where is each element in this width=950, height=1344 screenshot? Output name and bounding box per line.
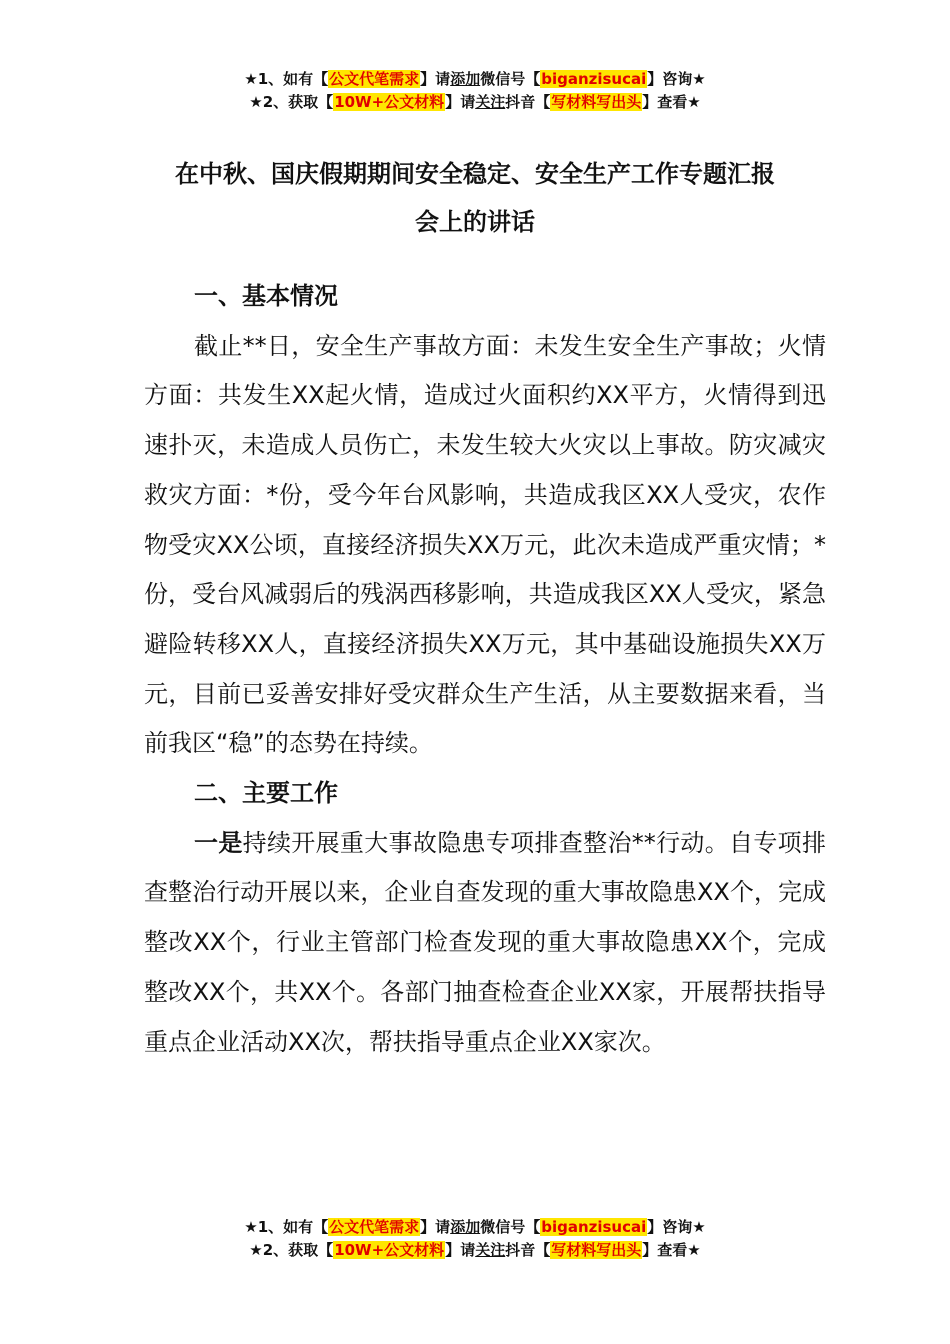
promo-line-2 — [0, 91, 950, 114]
promo-underline: 添加 — [450, 1218, 481, 1236]
promo-text: 】查看★ — [642, 93, 701, 111]
promo-banner-bottom — [0, 1216, 950, 1262]
promo-highlight: 写材料写出头 — [551, 1241, 642, 1259]
promo-highlight: 写材料写出头 — [551, 93, 642, 111]
promo-text: ★1、如有【 — [244, 1218, 329, 1236]
promo-underline: 关注 — [475, 1241, 506, 1259]
title-line-1: 在中秋、国庆假期期间安全稳定、安全生产工作专题汇报 — [175, 160, 775, 188]
promo-text: ★1、如有【 — [244, 70, 329, 88]
paragraph-lead: 一是 — [194, 828, 243, 857]
promo-highlight: 10W+公文材料 — [334, 1241, 445, 1259]
promo-text: 抖音【 — [505, 93, 551, 111]
title-line-2: 会上的讲话 — [415, 208, 535, 236]
document-body — [144, 272, 826, 1067]
promo-text: ★2、获取【 — [249, 1241, 334, 1259]
promo-text: 】咨询★ — [647, 1218, 706, 1236]
promo-text: 】请 — [445, 1241, 476, 1259]
promo-text: 】请 — [420, 1218, 451, 1236]
promo-highlight: 公文代笔需求 — [329, 70, 420, 88]
paragraph-text: 持续开展重大事故隐患专项排查整治**行动。自专项排查整治行动开展以来，企业自查发现的重大事故隐患XX个，完成整改XX个，行业主管部门检查发现的重大事故隐患XX个，完成整改XX个，共XX个。各部门抽查检查企业XX家，开展帮扶指导重点企业活动XX次，帮扶指导重点企业XX家次。 — [144, 828, 826, 1056]
document-title — [140, 150, 810, 246]
promo-text: ★2、获取【 — [249, 93, 334, 111]
promo-highlight: 公文代笔需求 — [329, 1218, 420, 1236]
promo-text: 微信号【 — [480, 70, 541, 88]
promo-text: 】请 — [445, 93, 476, 111]
promo-line-1 — [0, 1216, 950, 1239]
promo-text: 抖音【 — [505, 1241, 551, 1259]
promo-text: 】请 — [420, 70, 451, 88]
promo-highlight: biganzisucai — [541, 1218, 647, 1236]
promo-text: 微信号【 — [480, 1218, 541, 1236]
promo-banner-top — [0, 68, 950, 114]
section-heading-basic: 一、基本情况 — [194, 282, 338, 310]
promo-underline: 添加 — [450, 70, 481, 88]
promo-underline: 关注 — [475, 93, 506, 111]
promo-highlight: 10W+公文材料 — [334, 93, 445, 111]
promo-text: 】查看★ — [642, 1241, 701, 1259]
section-heading-work: 二、主要工作 — [194, 779, 338, 808]
section-paragraph-basic: 截止**日，安全生产事故方面：未发生安全生产事故；火情方面：共发生XX起火情，造成过火面积约XX平方，火情得到迅速扑灭，未造成人员伤亡，未发生较大火灾以上事故。防灾减灾救灾方面：*份，受今年台风影响，共造成我区XX人受灾，农作物受灾XX公顷，直接经济损失XX万元，此次未造成严重灾情；*份，受台风减弱后的残涡西移影响，共造成我区XX人受灾，紧急避险转移XX人，直接经济损失XX万元，其中基础设施损失XX万元，目前已妥善安排好受灾群众生产生活，从主要数据来看，当前我区“稳”的态势在持续。 — [144, 331, 826, 758]
section-paragraph-work — [144, 819, 826, 1068]
promo-line-2 — [0, 1239, 950, 1262]
promo-line-1 — [0, 68, 950, 91]
promo-highlight: biganzisucai — [541, 70, 647, 88]
promo-text: 】咨询★ — [647, 70, 706, 88]
